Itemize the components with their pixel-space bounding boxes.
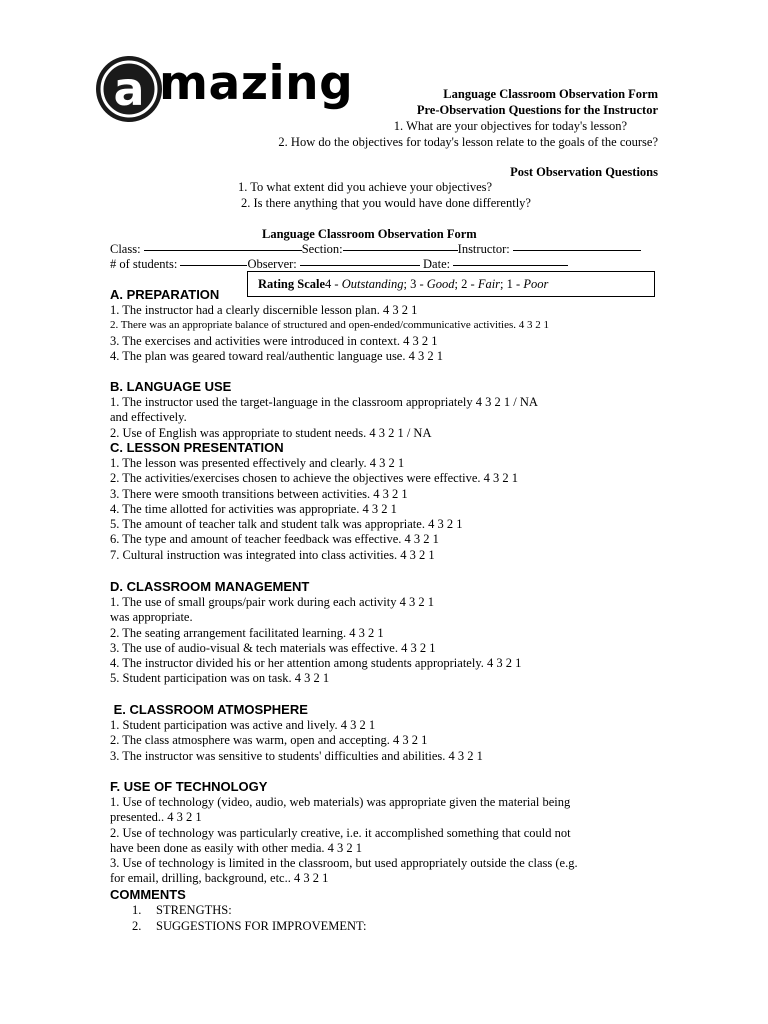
criterion-item: 3. The exercises and activities were introduced in context. 4 3 2 1	[110, 333, 438, 348]
instructor-field[interactable]	[513, 250, 641, 251]
criterion-item: 1. Student participation was active and lively. 4 3 2 1	[110, 718, 376, 732]
logo-text: mazing	[159, 56, 354, 111]
criterion-item: 2. There was an appropriate balance of structured and open-ended/communicative activities. 4 3 2 1	[110, 319, 550, 332]
rating-3-word: Good	[426, 277, 455, 291]
section-heading: E. CLASSROOM ATMOSPHERE	[110, 702, 308, 717]
rating-4: 4 -	[325, 277, 342, 291]
section-heading: F. USE OF TECHNOLOGY	[110, 779, 268, 794]
rating-2-word: Fair	[477, 277, 501, 291]
criterion-item: 4. The plan was geared toward real/authentic language use. 4 3 2 1	[110, 348, 443, 363]
pre-observation-title: Pre-Observation Questions for the Instructor	[416, 103, 658, 117]
rating-scale-label: Rating Scale	[258, 277, 326, 291]
header-form-title: Language Classroom Observation Form	[443, 87, 658, 101]
section-heading: D. CLASSROOM MANAGEMENT	[110, 579, 310, 594]
amazing-logo	[95, 52, 354, 126]
criterion-item: 2. Use of English was appropriate to student needs. 4 3 2 1 / NA	[110, 425, 432, 440]
criterion-item-continuation: presented.. 4 3 2 1	[110, 810, 202, 825]
logo-letter: a	[113, 62, 145, 116]
logo-circle-a-icon	[95, 52, 165, 126]
section-classroom-management	[110, 579, 670, 687]
students-field[interactable]	[180, 265, 247, 266]
rating-4-word: Outstanding	[341, 277, 404, 291]
form-title: Language Classroom Observation Form	[262, 227, 477, 241]
criterion-item: 1. Use of technology (video, audio, web materials) was appropriate given the material being	[110, 795, 571, 809]
criterion-item: 2. The class atmosphere was warm, open and accepting. 4 3 2 1	[110, 733, 428, 748]
criterion-item-continuation: for email, drilling, background, etc.. 4 3 2 1	[110, 871, 329, 886]
class-info-row	[110, 242, 641, 257]
criterion-item: 1. The lesson was presented effectively and clearly. 4 3 2 1	[110, 456, 405, 470]
section-classroom-atmosphere	[110, 702, 670, 764]
criterion-item: 2. The activities/exercises chosen to achieve the objectives were effective. 4 3 2 1	[110, 471, 519, 486]
criterion-item-continuation: and effectively.	[110, 410, 187, 425]
date-label: Date:	[423, 257, 451, 271]
section-label: Section:	[301, 242, 343, 256]
rating-1-word: Poor	[523, 277, 549, 291]
criterion-item: 5. The amount of teacher talk and student talk was appropriate. 4 3 2 1	[110, 517, 463, 532]
pre-question-2: 2. How do the objectives for today's lesson relate to the goals of the course?	[278, 135, 658, 149]
rating-1: ; 1 -	[500, 277, 524, 291]
criterion-item: 3. The use of audio-visual & tech materials was effective. 4 3 2 1	[110, 640, 436, 655]
criterion-item: 2. The seating arrangement facilitated learning. 4 3 2 1	[110, 625, 384, 640]
observer-field[interactable]	[300, 265, 420, 266]
criterion-item: 4. The time allotted for activities was appropriate. 4 3 2 1	[110, 501, 397, 516]
observer-label: Observer:	[247, 257, 297, 271]
rating-2: ; 2 -	[454, 277, 478, 291]
rating-3: ; 3 -	[403, 277, 427, 291]
comments-list	[132, 902, 367, 934]
comment-item-strengths	[132, 902, 367, 918]
class-field[interactable]	[144, 250, 302, 251]
section-heading: B. LANGUAGE USE	[110, 379, 232, 394]
comment-item-suggestions	[132, 918, 367, 934]
criterion-item: 1. The use of small groups/pair work during each activity 4 3 2 1	[110, 595, 435, 609]
post-observation-title: Post Observation Questions	[510, 165, 658, 179]
date-field[interactable]	[453, 265, 568, 266]
comments-heading: COMMENTS	[110, 886, 186, 902]
criterion-item-continuation: was appropriate.	[110, 610, 193, 625]
criterion-item: 7. Cultural instruction was integrated into class activities. 4 3 2 1	[110, 547, 435, 562]
section-heading: A. PREPARATION	[110, 287, 220, 302]
comment-number: 1.	[132, 903, 142, 917]
students-label: # of students:	[110, 257, 178, 271]
section-preparation	[110, 287, 670, 364]
criterion-item-continuation: have been done as easily with other media. 4 3 2 1	[110, 840, 363, 855]
class-label: Class:	[110, 242, 141, 256]
section-heading: C. LESSON PRESENTATION	[110, 440, 284, 455]
section-use-of-technology	[110, 779, 670, 903]
criterion-item: 4. The instructor divided his or her attention among students appropriately. 4 3 2 1	[110, 656, 522, 671]
instructor-label: Instructor:	[457, 242, 510, 256]
criterion-item: 2. Use of technology was particularly creative, i.e. it accomplished something that could not	[110, 825, 571, 840]
criterion-item: 3. There were smooth transitions between activities. 4 3 2 1	[110, 486, 408, 501]
criterion-item: 1. The instructor had a clearly discernible lesson plan. 4 3 2 1	[110, 303, 418, 317]
criterion-item: 3. Use of technology is limited in the classroom, but used appropriately outside the class (e.g.	[110, 856, 578, 871]
criterion-item: 1. The instructor used the target-language in the classroom appropriately 4 3 2 1 / NA	[110, 395, 538, 409]
criterion-item: 3. The instructor was sensitive to students' difficulties and abilities. 4 3 2 1	[110, 748, 483, 763]
post-question-2: 2. Is there anything that you would have done differently?	[241, 196, 531, 210]
section-language-use	[110, 379, 670, 441]
section-lesson-presentation	[110, 440, 670, 563]
comment-label: STRENGTHS:	[156, 903, 232, 917]
section-field[interactable]	[343, 250, 458, 251]
pre-question-1: 1. What are your objectives for today's lesson?	[393, 119, 627, 133]
comment-label: SUGGESTIONS FOR IMPROVEMENT:	[156, 919, 367, 933]
comment-number: 2.	[132, 919, 142, 933]
criterion-item: 5. Student participation was on task. 4 3 2 1	[110, 671, 330, 686]
criterion-item: 6. The type and amount of teacher feedback was effective. 4 3 2 1	[110, 532, 439, 547]
observation-info-row	[110, 257, 568, 272]
post-question-1: 1. To what extent did you achieve your objectives?	[238, 180, 493, 194]
